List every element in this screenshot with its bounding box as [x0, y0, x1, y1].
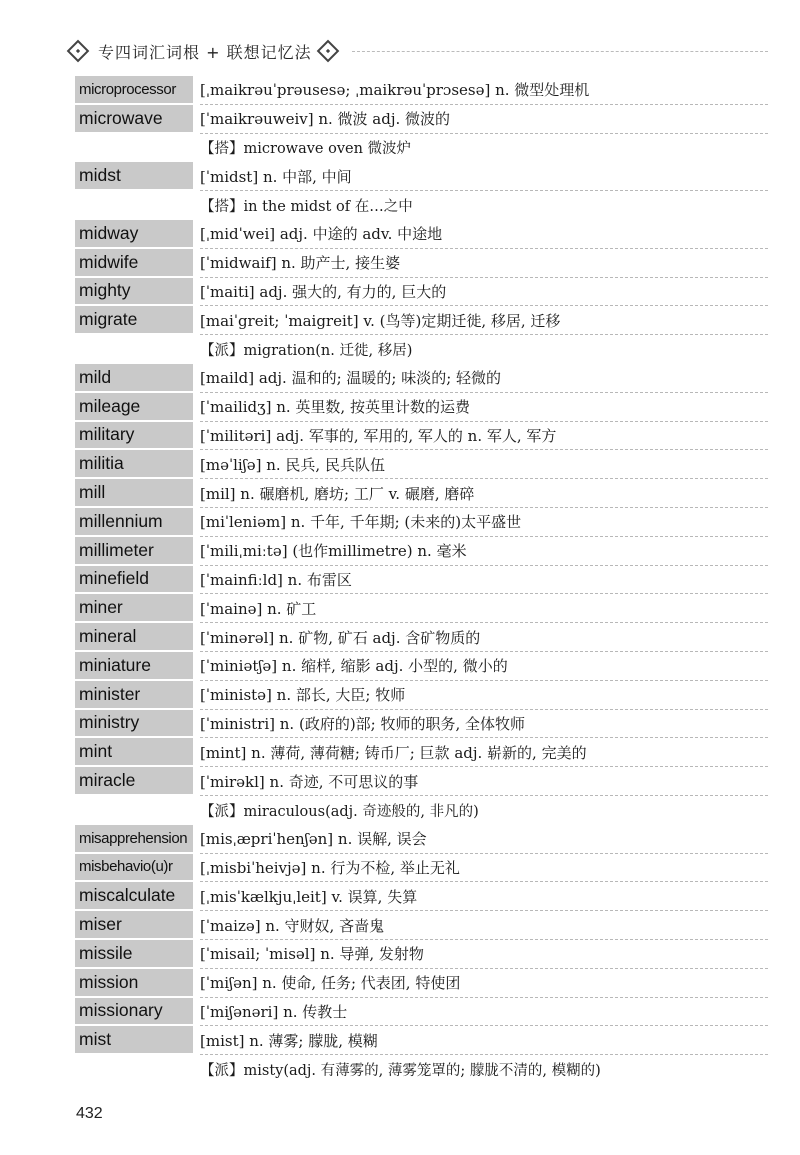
- vocab-entry: [75, 393, 768, 422]
- vocab-entry: [75, 278, 768, 307]
- page-number: 432: [76, 1105, 103, 1122]
- definition: [ˈmilitəri] adj. 军事的, 军用的, 军人的 n. 军人, 军方: [200, 422, 768, 451]
- headword: mighty: [75, 278, 193, 307]
- vocab-entry: [75, 969, 768, 998]
- vocab-entry: [75, 566, 768, 595]
- headword: minefield: [75, 566, 193, 595]
- headword: migrate: [75, 306, 193, 335]
- page-header: [62, 36, 768, 66]
- definition: [ˈministri] n. (政府的)部; 牧师的职务, 全体牧师: [200, 710, 768, 739]
- headword: minister: [75, 681, 193, 710]
- headword: mission: [75, 969, 193, 998]
- vocab-entry: [75, 450, 768, 479]
- headword: [75, 335, 193, 364]
- vocab-entry: [75, 652, 768, 681]
- headword: miniature: [75, 652, 193, 681]
- headword: militia: [75, 450, 193, 479]
- headword: mint: [75, 738, 193, 767]
- note-line: 【派】miraculous(adj. 奇迹般的, 非凡的): [200, 803, 479, 820]
- headword: mill: [75, 479, 193, 508]
- vocab-entry: [75, 825, 768, 854]
- definition: [miˈleniəm] n. 千年, 千年期; (未来的)太平盛世: [200, 508, 768, 537]
- headword: midwife: [75, 249, 193, 278]
- headword: microwave: [75, 105, 193, 134]
- vocab-entry: [75, 594, 768, 623]
- note-line: 【搭】microwave oven 微波炉: [200, 141, 412, 158]
- vocab-entry: [75, 623, 768, 652]
- vocab-entry: [75, 306, 768, 335]
- headword: [75, 796, 193, 825]
- vocab-entry: [75, 738, 768, 767]
- definition: [ˌmidˈwei] adj. 中途的 adv. 中途地: [200, 220, 768, 249]
- headword: [75, 1055, 193, 1084]
- definition: [ˈmainə] n. 矿工: [200, 594, 768, 623]
- definition: [ˈmaikrəuweiv] n. 微波 adj. 微波的: [200, 105, 768, 134]
- definition: [maiˈgreit; ˈmaigreit] v. (鸟等)定期迁徙, 移居, 迁移: [200, 306, 768, 335]
- vocab-entry: [75, 162, 768, 191]
- diamond-icon: [67, 40, 90, 63]
- definition: [ˈmiʃənəri] n. 传教士: [200, 998, 768, 1027]
- definition: [ˈminiətʃə] n. 缩样, 缩影 adj. 小型的, 微小的: [200, 652, 768, 681]
- note-line: 【派】migration(n. 迁徙, 移居): [200, 343, 413, 360]
- definition: [ˈmirəkl] n. 奇迹, 不可思议的事: [200, 767, 768, 796]
- headword: missionary: [75, 998, 193, 1027]
- vocab-entry: [75, 681, 768, 710]
- vocab-entry: [75, 854, 768, 883]
- definition: [məˈliʃə] n. 民兵, 民兵队伍: [200, 450, 768, 479]
- headword: miracle: [75, 767, 193, 796]
- headword: [75, 191, 193, 220]
- vocab-entry: [75, 911, 768, 940]
- headword: microprocessor: [75, 76, 193, 105]
- vocab-entry: [75, 882, 768, 911]
- headword: ministry: [75, 710, 193, 739]
- vocab-entry: [75, 422, 768, 451]
- vocab-entry: [75, 940, 768, 969]
- vocab-entry: [75, 710, 768, 739]
- vocab-entry: [75, 249, 768, 278]
- definition: [ˈministə] n. 部长, 大臣; 牧师: [200, 681, 768, 710]
- definition: [ˌmaikrəuˈprəusesə; ˌmaikrəuˈprɔsesə] n. 微型处理机: [200, 76, 768, 105]
- definition: [ˈmaiti] adj. 强大的, 有力的, 巨大的: [200, 278, 768, 307]
- headword: midway: [75, 220, 193, 249]
- headword: mist: [75, 1026, 193, 1055]
- definition: [mint] n. 薄荷, 薄荷糖; 铸币厂; 巨款 adj. 崭新的, 完美的: [200, 738, 768, 767]
- headword: millennium: [75, 508, 193, 537]
- definition: [ˈmisail; ˈmisəl] n. 导弹, 发射物: [200, 940, 768, 969]
- headword: mineral: [75, 623, 193, 652]
- headword: misbehavio(u)r: [75, 854, 193, 883]
- definition: [ˈmailidʒ] n. 英里数, 按英里计数的运费: [200, 393, 768, 422]
- header-rule: [352, 51, 768, 52]
- vocab-entry: [75, 767, 768, 796]
- vocab-entry: [75, 998, 768, 1027]
- definition: [ˈmiʃən] n. 使命, 任务; 代表团, 特使团: [200, 969, 768, 998]
- definition: [misˌæpriˈhenʃən] n. 误解, 误会: [200, 825, 768, 854]
- note-line: 【派】misty(adj. 有薄雾的, 薄雾笼罩的; 朦胧不清的, 模糊的): [200, 1062, 601, 1079]
- vocab-entry: [75, 1055, 768, 1084]
- headword: missile: [75, 940, 193, 969]
- vocab-entry: [75, 508, 768, 537]
- headword: millimeter: [75, 537, 193, 566]
- vocab-entry: [75, 1026, 768, 1055]
- vocab-entry: [75, 537, 768, 566]
- vocab-entry: [75, 191, 768, 220]
- headword: military: [75, 422, 193, 451]
- definition: [ˈmidwaif] n. 助产士, 接生婆: [200, 249, 768, 278]
- vocab-entry: [75, 364, 768, 393]
- definition: [ˈminərəl] n. 矿物, 矿石 adj. 含矿物质的: [200, 623, 768, 652]
- vocab-entry: [75, 105, 768, 134]
- header-title: 专四词汇词根 + 联想记忆法: [98, 42, 312, 62]
- vocabulary-list: [75, 76, 768, 1084]
- headword: mileage: [75, 393, 193, 422]
- headword: miner: [75, 594, 193, 623]
- definition: [ˌmisbiˈheivjə] n. 行为不检, 举止无礼: [200, 854, 768, 883]
- headword: misapprehension: [75, 825, 193, 854]
- definition: [mist] n. 薄雾; 朦胧, 模糊: [200, 1026, 768, 1055]
- definition: [ˌmisˈkælkjuˌleit] v. 误算, 失算: [200, 882, 768, 911]
- vocab-entry: [75, 134, 768, 163]
- vocab-entry: [75, 220, 768, 249]
- definition: [maild] adj. 温和的; 温暖的; 味淡的; 轻微的: [200, 364, 768, 393]
- headword: miser: [75, 911, 193, 940]
- definition: [ˈmaizə] n. 守财奴, 吝啬鬼: [200, 911, 768, 940]
- definition: [ˈmidst] n. 中部, 中间: [200, 162, 768, 191]
- headword: mild: [75, 364, 193, 393]
- note-line: 【搭】in the midst of 在…之中: [200, 199, 413, 216]
- vocab-entry: [75, 479, 768, 508]
- definition: [ˈmainfiːld] n. 布雷区: [200, 566, 768, 595]
- definition: [mil] n. 碾磨机, 磨坊; 工厂 v. 碾磨, 磨碎: [200, 479, 768, 508]
- diamond-icon: [316, 40, 339, 63]
- vocab-entry: [75, 76, 768, 105]
- headword: midst: [75, 162, 193, 191]
- vocab-entry: [75, 796, 768, 825]
- headword: [75, 134, 193, 163]
- vocab-entry: [75, 335, 768, 364]
- definition: [ˈmiliˌmiːtə] (也作millimetre) n. 毫米: [200, 537, 768, 566]
- headword: miscalculate: [75, 882, 193, 911]
